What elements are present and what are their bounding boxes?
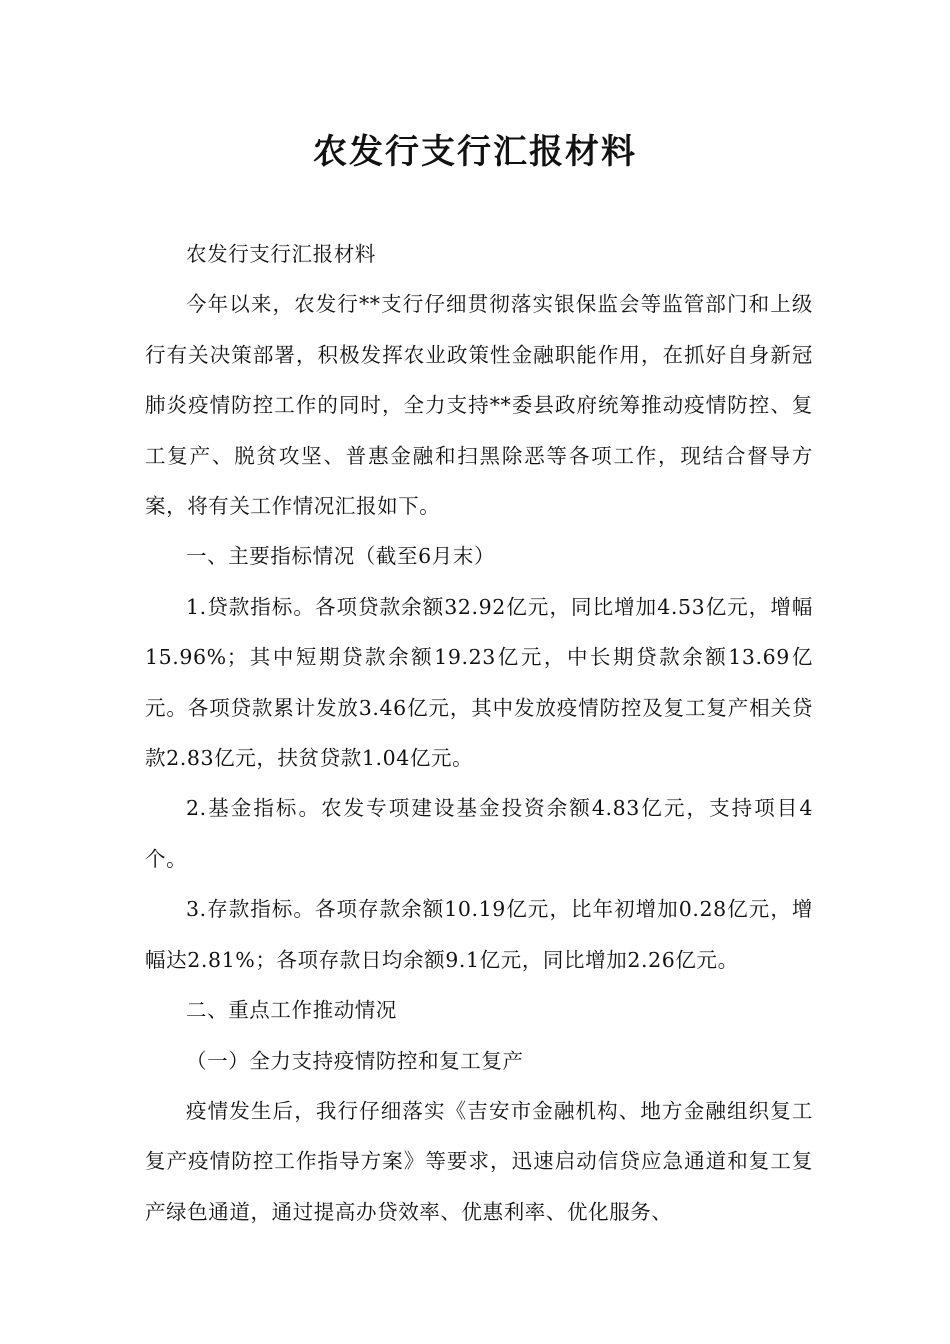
section-heading-main-indicators: 一、主要指标情况（截至6月末） <box>186 544 496 569</box>
subsection-heading-epidemic-support: （一）全力支持疫情防控和复工复产 <box>186 1048 524 1073</box>
section-heading-key-work: 二、重点工作推动情况 <box>186 998 397 1023</box>
document-title: 农发行支行汇报材料 <box>313 132 637 172</box>
paragraph-deposit-indicators: 3.存款指标。各项存款余额10.19亿元，比年初增加0.28亿元，增幅达2.81%；各项存款日均余额9.1亿元，同比增加2.26亿元。 <box>145 897 813 972</box>
paragraph-intro: 今年以来，农发行**支行仔细贯彻落实银保监会等监管部门和上级行有关决策部署，积极发挥农业政策性金融职能作用，在抓好自身新冠肺炎疫情防控工作的同时，全力支持**委县政府统筹推动疫情防控、复工复产、脱贫攻坚、普惠金融和扫黑除恶等各项工作，现结合督导方案，将有关工作情况汇报如下。 <box>145 292 813 519</box>
paragraph-loan-indicators: 1.贷款指标。各项贷款余额32.92亿元，同比增加4.53亿元，增幅15.96%；其中短期贷款余额19.23亿元，中长期贷款余额13.69亿元。各项贷款累计发放3.46亿元，其中发放疫情防控及复工复产相关贷款2.83亿元，扶贫贷款1.04亿元。 <box>145 594 813 771</box>
document-body <box>145 229 813 1237</box>
paragraph-subtitle: 农发行支行汇报材料 <box>186 242 376 266</box>
paragraph-fund-indicators: 2.基金指标。农发专项建设基金投资余额4.83亿元，支持项目4个。 <box>145 796 813 871</box>
paragraph-epidemic-support: 疫情发生后，我行仔细落实《吉安市金融机构、地方金融组织复工复产疫情防控工作指导方案》等要求，迅速启动信贷应急通道和复工复产绿色通道，通过提高办贷效率、优惠利率、优化服务、 <box>145 1098 813 1224</box>
